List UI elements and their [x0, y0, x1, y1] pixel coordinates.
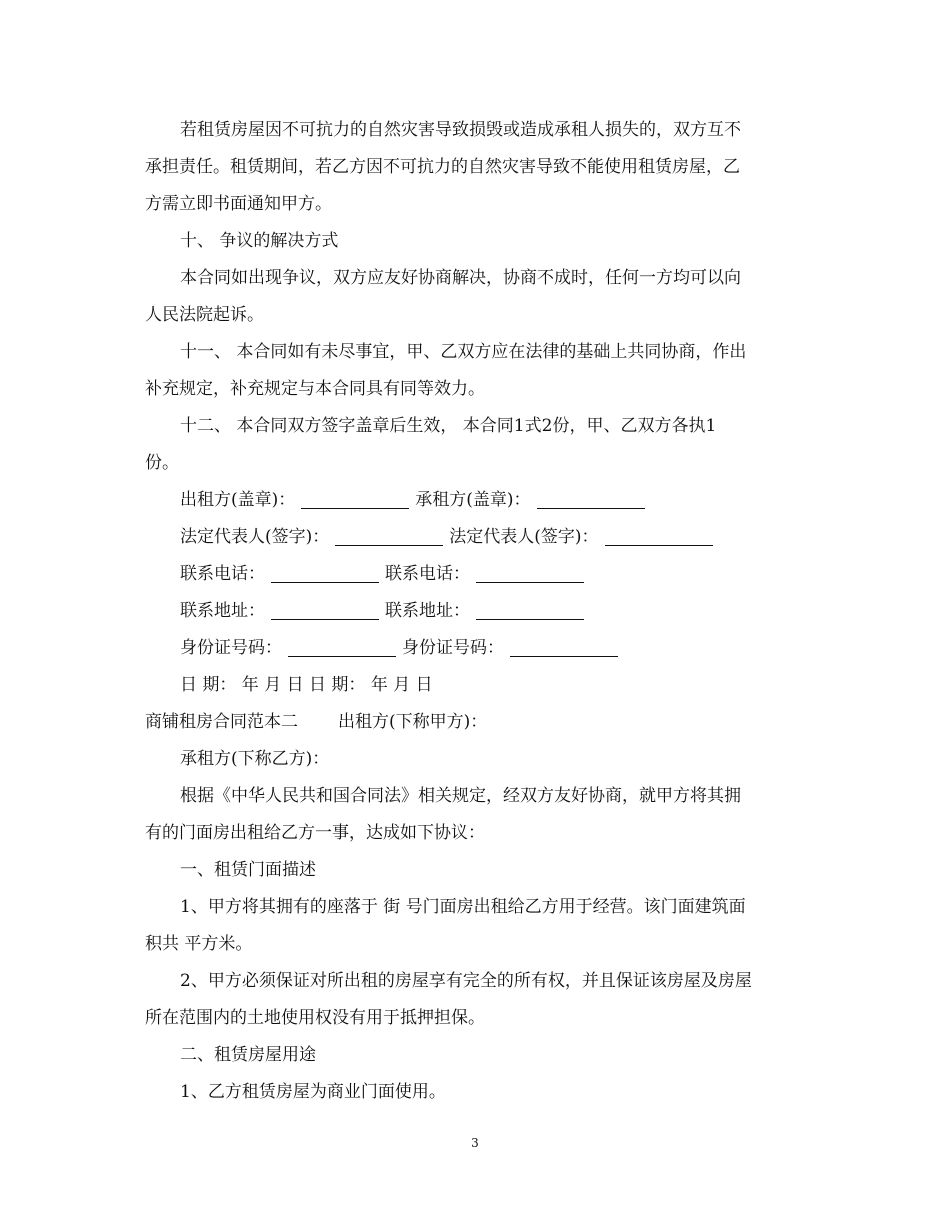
signature-row-id: [145, 630, 810, 667]
signature-blank: [537, 491, 645, 509]
signature-blank: [605, 528, 713, 546]
signature-label-lessee: 承租方(盖章)：: [415, 490, 531, 510]
signature-blank: [476, 602, 584, 620]
signature-blank: [510, 639, 618, 657]
paragraph-line: 承租方(下称乙方)：: [180, 749, 330, 769]
paragraph-line: 本合同如出现争议，双方应友好协商解决，协商不成时，任何一方均可以向: [180, 268, 741, 288]
section2-heading-line: [145, 704, 810, 741]
signature-label-lessee: 联系地址：: [385, 601, 470, 621]
section2-lessor-label: 出租方(下称甲方)：: [338, 712, 488, 732]
signature-label-lessor: 法定代表人(签字)：: [180, 527, 330, 547]
section-heading: 一、租赁门面描述: [180, 860, 316, 880]
signature-blank: [301, 491, 409, 509]
signature-label-lessor: 身份证号码：: [180, 638, 282, 658]
paragraph-line: 补充规定，补充规定与本合同具有同等效力。: [145, 379, 485, 399]
paragraph-line: 十二、 本合同双方签字盖章后生效， 本合同1式2份，甲、乙双方各执1: [180, 416, 717, 436]
paragraph-line: 1、乙方租赁房屋为商业门面使用。: [180, 1082, 446, 1102]
signature-blank: [271, 565, 379, 583]
paragraph-line: 承担责任。租赁期间，若乙方因不可抗力的自然灾害导致不能使用租赁房屋，乙: [145, 157, 740, 177]
paragraph-line: 十一、 本合同如有未尽事宜，甲、乙双方应在法律的基础上共同协商，作出: [180, 342, 747, 362]
paragraph-line: 人民法院起诉。: [145, 305, 264, 325]
paragraph-line: 2、甲方必须保证对所出租的房屋享有完全的所有权，并且保证该房屋及房屋: [180, 971, 752, 991]
signature-label-lessor: 联系地址：: [180, 601, 265, 621]
signature-label-lessee: 法定代表人(签字)：: [449, 527, 599, 547]
document-body: [145, 112, 810, 1111]
signature-row-phone: [145, 556, 810, 593]
signature-blank: [476, 565, 584, 583]
paragraph-line: 若租赁房屋因不可抗力的自然灾害导致损毁或造成承租人损失的，双方互不: [180, 120, 741, 140]
signature-label-lessor: 出租方(盖章)：: [180, 490, 296, 510]
signature-blank: [288, 639, 396, 657]
paragraph-line: 份。: [145, 453, 179, 473]
signature-label-lessor: 联系电话：: [180, 564, 265, 584]
paragraph-line: 积共 平方米。: [145, 934, 253, 954]
signature-label-lessee: 联系电话：: [385, 564, 470, 584]
paragraph-line: 有的门面房出租给乙方一事，达成如下协议：: [145, 823, 485, 843]
signature-blank: [335, 528, 443, 546]
signature-blank: [271, 602, 379, 620]
section-heading: 二、租赁房屋用途: [180, 1045, 316, 1065]
page-number: 3: [471, 1136, 479, 1150]
section2-title: 商铺租房合同范本二: [145, 712, 298, 732]
date-line: 日 期： 年 月 日 日 期： 年 月 日: [180, 675, 433, 695]
signature-row-representative: [145, 519, 810, 556]
signature-row-address: [145, 593, 810, 630]
signature-row-seal: [145, 482, 810, 519]
paragraph-line: 根据《中华人民共和国合同法》相关规定，经双方友好协商，就甲方将其拥: [180, 786, 741, 806]
signature-label-lessee: 身份证号码：: [402, 638, 504, 658]
paragraph-line: 1、甲方将其拥有的座落于 街 号门面房出租给乙方用于经营。该门面建筑面: [180, 897, 746, 917]
section-heading: 十、 争议的解决方式: [180, 231, 339, 251]
paragraph-line: 方需立即书面通知甲方。: [145, 194, 332, 214]
paragraph-line: 所在范围内的土地使用权没有用于抵押担保。: [145, 1008, 485, 1028]
